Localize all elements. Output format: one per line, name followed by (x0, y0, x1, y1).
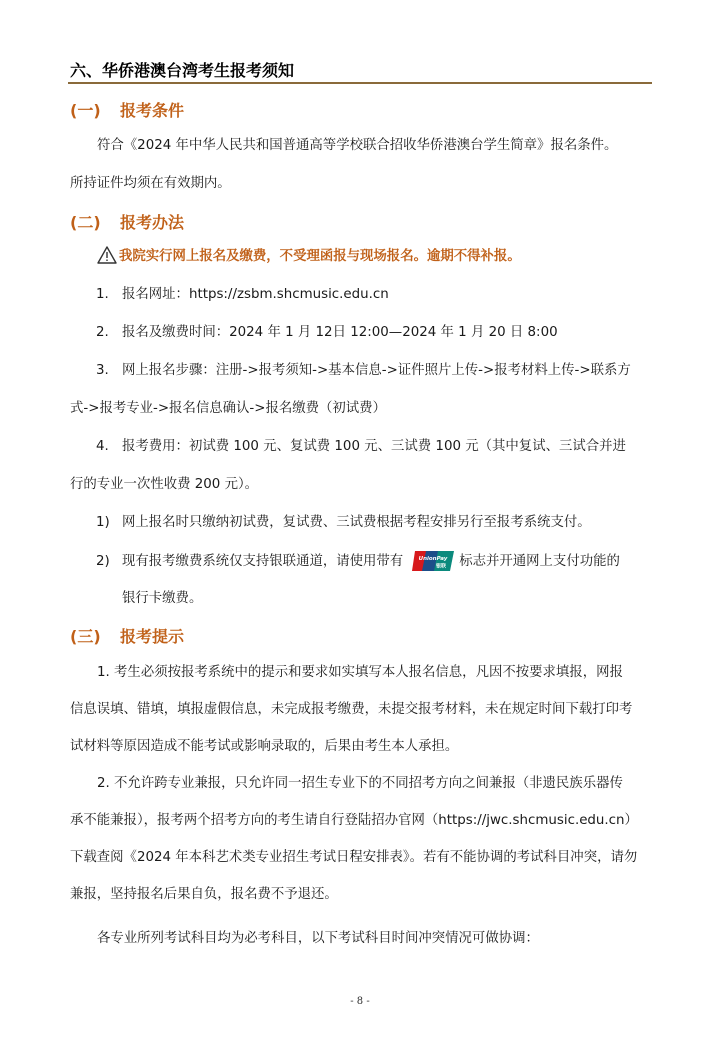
sub-item-2-text-b: 标志并开通网上支付功能的 (459, 554, 620, 569)
sub-item-2-number: 2) (96, 554, 110, 569)
chapter-title: 六、华侨港澳台湾考生报考须知 (70, 61, 295, 80)
hint-1-line-2: 信息误填、错填，填报虚假信息，未完成报考缴费，未提交报考材料，未在规定时间下载打印考 (70, 702, 633, 717)
list-item-4-text: 报考费用：初试费 100 元、复试费 100 元、三试费 100 元（其中复试、三试合并进 (122, 439, 626, 454)
list-item-2 (96, 324, 680, 342)
hint-3: 各专业所列考试科目均为必考科目，以下考试科目时间冲突情况可做协调： (97, 931, 539, 946)
hint-1-line-3: 试材料等原因造成不能考试或影响录取的，后果由考生本人承担。 (70, 739, 459, 754)
page-number: - 8 - (350, 996, 370, 1007)
hint-1-line-1: 1. 考生必须按报考系统中的提示和要求如实填写本人报名信息，凡因不按要求填报，网报 (97, 665, 623, 680)
section-1-number: (一) (70, 101, 101, 120)
sub-item-2 (96, 550, 680, 572)
sub-item-1-text: 网上报名时只缴纳初试费，复试费、三试费根据考程安排另行至报考系统支付。 (122, 515, 591, 530)
sub-item-2-continued: 银行卡缴费。 (122, 591, 203, 606)
list-item-1-text: 报名网址：https://zsbm.shcmusic.edu.cn (122, 287, 389, 302)
section-1-title: 报考条件 (120, 101, 185, 120)
svg-text:UnionPay: UnionPay (418, 556, 448, 562)
section-3-number: (三) (70, 627, 101, 646)
list-item-4-continued: 行的专业一次性收费 200 元）。 (70, 477, 259, 492)
list-item-3-text: 网上报名步骤：注册->报考须知->基本信息->证件照片上传->报考材料上传->联系方 (122, 363, 631, 378)
sub-item-1 (96, 514, 680, 532)
list-item-1 (96, 286, 680, 304)
sub-item-2-text-a: 现有报考缴费系统仅支持银联通道，请使用带有 (122, 554, 404, 569)
hint-2-line-3: 下载查阅《2024 年本科艺术类专业招生考试日程安排表》。若有不能协调的考试科目冲突，请勿 (70, 850, 638, 865)
unionpay-logo-icon (411, 550, 455, 572)
list-item-4 (96, 438, 680, 456)
list-item-3 (96, 362, 680, 380)
list-item-3-number: 3. (96, 363, 109, 378)
chapter-rule (68, 82, 652, 84)
warning-text: 我院实行网上报名及缴费，不受理函报与现场报名。逾期不得补报。 (119, 249, 521, 264)
warning-icon (97, 246, 117, 264)
section-1-paragraph-1: 符合《2024 年中华人民共和国普通高等学校联合招收华侨港澳台学生简章》报名条件。 (97, 138, 618, 153)
list-item-2-text: 报名及缴费时间：2024 年 1 月 12日 12:00—2024 年 1 月 20 日 8:00 (122, 325, 558, 340)
list-item-2-number: 2. (96, 325, 109, 340)
section-2-number: (二) (70, 213, 101, 232)
section-2-heading (70, 210, 184, 233)
list-item-3-continued: 式->报考专业->报名信息确认->报名缴费（初试费） (70, 401, 386, 416)
list-item-1-number: 1. (96, 287, 109, 302)
section-1-heading (70, 98, 184, 121)
svg-text:银联: 银联 (436, 563, 447, 570)
hint-2-line-2: 承不能兼报），报考两个招考方向的考生请自行登陆招办官网（https://jwc.shcmusic.edu.cn） (70, 813, 638, 828)
section-1-paragraph-2: 所持证件均须在有效期内。 (70, 176, 231, 191)
section-3-title: 报考提示 (120, 627, 185, 646)
section-3-heading (70, 624, 184, 647)
section-2-title: 报考办法 (120, 213, 185, 232)
warning-notice (97, 245, 521, 264)
hint-2-line-1: 2. 不允许跨专业兼报，只允许同一招生专业下的不同招考方向之间兼报（非遗民族乐器传 (97, 776, 623, 791)
list-item-4-number: 4. (96, 439, 109, 454)
sub-item-1-number: 1) (96, 515, 110, 530)
hint-2-line-4: 兼报，坚持报名后果自负，报名费不予退还。 (70, 887, 338, 902)
